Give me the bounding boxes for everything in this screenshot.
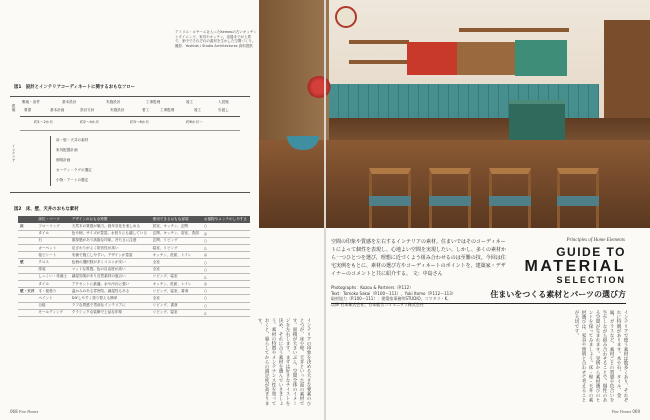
table-cell-feature: 重厚感があり高級な印象。冷たさに注意	[70, 237, 151, 244]
diagram-interior-step: 家具配置計画	[56, 148, 78, 152]
table-cell-feature: 安価で施工しやすい。デザインが豊富	[70, 252, 151, 259]
table-cell-care: △	[202, 309, 250, 316]
table-cell-rooms: キッチン、洗面、トイレ	[151, 252, 202, 259]
table-header-cell	[18, 216, 36, 223]
table-cell-part: しっくい・珪藻土	[36, 273, 69, 280]
table-cell-cat	[18, 245, 36, 252]
table-body	[18, 223, 250, 316]
figure1-title: 図1 設計とインテリアコーディネートに関するおもなフロー	[14, 85, 136, 90]
diagram-branch	[50, 136, 51, 186]
heading-line-2: MATERIAL	[524, 258, 626, 275]
table-header-cell: お掃除やメンテのしやすさ	[202, 216, 250, 223]
diagram-step: 基本計画	[50, 108, 65, 112]
figure1-flow-diagram	[10, 96, 250, 196]
table-cell-feature: ラフな質感で男前なインテリアに	[70, 302, 151, 309]
diagram-step: 工事監理	[160, 108, 175, 112]
right-folio	[612, 409, 640, 414]
table-cell-care: ○	[202, 223, 250, 230]
diagram-step: 設計方針	[80, 108, 95, 112]
diagram-arrow	[20, 116, 240, 117]
table-row	[18, 309, 250, 316]
table-cell-care: ○	[202, 295, 250, 302]
diagram-interior-step: 床・壁・天井の素材	[56, 138, 89, 142]
table-row	[18, 302, 250, 309]
left-folio	[10, 409, 38, 414]
right-body-text: インテリアで使う素材は数多くあり、それぞれに特徴があります。木や石、タイル、金属、ガラスなど、素材ごとの質感や色合いを生かしながら組み合わせることで、個性のある空間が生まれます。実例から素材選びのヒントを探ってみましょう。床・壁・天井の素材選びは、家具や照明と合わせて考えることが大切です。	[574, 310, 628, 402]
diagram-step: 要望	[24, 108, 32, 112]
table-row	[18, 230, 250, 237]
credit-line: Photographs：Kozou & Partners（P.112）	[331, 285, 414, 290]
diagram-step: 実施設計	[110, 108, 125, 112]
table-cell-part: 合板	[36, 302, 69, 309]
table-cell-cat	[18, 266, 36, 273]
table-row	[18, 266, 250, 273]
photo-chair-seat	[369, 196, 411, 206]
photo-flowers	[307, 76, 331, 98]
diagram-interior-step: カーテン・ラグの選定	[56, 168, 92, 172]
diagram-duration: 約3〜6か月	[130, 120, 149, 124]
table-cell-rooms: 居室、キッチン、玄関	[151, 223, 202, 230]
table-cell-part: 塩ビシート	[36, 252, 69, 259]
table-cell-rooms: 全室	[151, 295, 202, 302]
left-page-number: 068	[10, 409, 18, 414]
table-cell-feature: 調湿効果があり自然素材の風合い	[70, 273, 151, 280]
table-row	[18, 245, 250, 252]
diagram-bottom-rule	[10, 192, 250, 193]
photo-shelf	[349, 40, 409, 44]
table-row	[18, 295, 250, 302]
table-cell-cat	[18, 309, 36, 316]
table-cell-rooms: 全室	[151, 259, 202, 266]
photo-shelf	[459, 28, 569, 32]
diagram-duration: 約1〜2か月	[34, 120, 53, 124]
credit-line: Text：Tomoko Sakai（P.100〜111）、Yuki Itomo（P.112〜113）	[331, 290, 456, 296]
table-cell-care: ○	[202, 302, 250, 309]
photo-wall-plate	[335, 6, 357, 28]
credit-line: 取材協力（P.100〜111）：建築家事務所STUDIO、コマタリ・K，	[331, 296, 452, 302]
table-cell-rooms: 全室	[151, 266, 202, 273]
credit-line: 以降 石本株式会社、日本総合コミュニティ株式会社	[331, 301, 424, 307]
diagram-duration: 約2〜4か月	[80, 120, 99, 124]
table-header-cell: 使用できるおもな部屋	[151, 216, 202, 223]
diagram-row-label: インテリア	[12, 144, 16, 162]
table-cell-feature: 色や柄、サイズが豊富。水回りにも適している	[70, 230, 151, 237]
table-cell-feature: マットな質感。色の自由度が高い	[70, 266, 151, 273]
photo-caption	[175, 30, 257, 48]
table-cell-cat	[18, 295, 36, 302]
photo-green-cabinet	[515, 40, 567, 76]
heading-line-1: GUIDE TO	[556, 245, 626, 259]
table-row	[18, 237, 250, 244]
table-cell-feature: 温かみのある雰囲気。調湿性もある	[70, 288, 151, 295]
table-cell-cat	[18, 237, 36, 244]
table-cell-care: ◎	[202, 281, 250, 288]
table-cell-care: ◎	[202, 230, 250, 237]
table-row	[18, 259, 250, 266]
table-cell-feature: 足ざわりがよく防音性が高い	[70, 245, 151, 252]
section-kicker: Principles of Home Elements	[566, 238, 625, 243]
table-cell-feature: DIYしやすく塗り替えも簡単	[70, 295, 151, 302]
table-cell-rooms: 玄関、リビング	[151, 237, 202, 244]
table-row	[18, 252, 250, 259]
diagram-step: 引渡し	[218, 108, 229, 112]
table-cell-care: ○	[202, 266, 250, 273]
table-cell-cat	[18, 252, 36, 259]
table-cell-part: カーペット	[36, 245, 69, 252]
table-cell-part: タイル	[36, 281, 69, 288]
credits-block	[331, 285, 511, 307]
diagram-column-label: 実施設計	[106, 100, 121, 104]
caption-text: アトリエ・ロヤーエ社入ったKemeoの古いキッチンとダイニング。家具やキッチン、食器までが上質で、家中でそれぞれの素材を生かした空間づくり。	[175, 30, 257, 43]
diagram-column-label: 基本設計	[62, 100, 77, 104]
table-cell-cat: 壁・天井	[18, 288, 36, 295]
feature-subtitle: 住まいをつくる素材とパーツの選び方	[490, 290, 626, 299]
table-cell-cat	[18, 230, 36, 237]
table-cell-cat	[18, 302, 36, 309]
table-cell-rooms: リビング、寝室、書斎	[151, 288, 202, 295]
table-cell-care: ○	[202, 237, 250, 244]
photo-shelf	[349, 60, 409, 64]
table-cell-care: △	[202, 245, 250, 252]
photo-red-cabinet	[407, 42, 457, 75]
table-cell-cat	[18, 281, 36, 288]
diagram-column-label: 工事監理	[146, 100, 161, 104]
table-cell-care: ◎	[202, 252, 250, 259]
table-cell-rooms: リビング、寝室	[151, 273, 202, 280]
table-cell-rooms: 寝室、リビング	[151, 245, 202, 252]
lead-text: 空間の印象や質感を左右するインテリアの素材。住まいではそのコーディネートによって個性を表現し、心地よい空間を実現したい。しかし、多くの素材から一つひとつを選び、理想に近づくよう組み合わせるのは至難の技。今回は住宅実例をもとに、素材の選び方やコーディネートのポイントを、建築家・デザイナーのコメントと共に紹介する。	[331, 239, 507, 277]
diagram-step: 竣工	[194, 108, 202, 112]
table-cell-care: ○	[202, 288, 250, 295]
table-cell-part: 石	[36, 237, 69, 244]
diagram-divider	[20, 130, 240, 131]
table-cell-care: ○	[202, 259, 250, 266]
photo-chair-seat	[429, 196, 471, 206]
diagram-top-rule	[10, 96, 250, 97]
table-cell-part: 木・板張り	[36, 288, 69, 295]
right-magazine-name: Fine Homes	[611, 409, 632, 414]
diagram-row-label: 建築	[12, 104, 16, 112]
kitchen-photo	[259, 0, 650, 228]
table-row	[18, 223, 250, 230]
table-cell-cat: 床	[18, 223, 36, 230]
table-cell-care: △	[202, 273, 250, 280]
table-cell-feature: アクセントに最適。水や汚れに強い	[70, 281, 151, 288]
table-cell-feature: クラシックな装飾で上品な印象	[70, 309, 151, 316]
table-cell-rooms: リビング、寝室	[151, 309, 202, 316]
photo-chair-seat	[557, 196, 599, 206]
left-body-text: インテリアの印象を決める大きな要素のひとつが、床や壁、天井といった面の素材です。面積が大きいぶん、空間全体のイメージを左右します。まずは好きなテイストを決め、それに合う素材を選んでいきましょう。素材の特徴やメンテナンス性を知っておくと、暮らしてからの満足度が高まります。	[257, 318, 311, 406]
diagram-duration: 約6か月〜	[186, 120, 203, 124]
feature-heading	[525, 246, 626, 286]
figure2-title: 図2 床、壁、天井のおもな素材	[14, 207, 79, 212]
table-row	[18, 273, 250, 280]
table-cell-part: タイル	[36, 230, 69, 237]
photo-wood-cabinet	[457, 42, 515, 75]
diagram-interior-step: 小物・アートの選定	[56, 178, 89, 182]
diagram-interior-step: 照明計画	[56, 158, 71, 162]
table-cell-part: 塗装	[36, 266, 69, 273]
table-cell-part: モールディング	[36, 309, 69, 316]
photo-chair-seat	[489, 196, 531, 206]
lead-credit: 文：中島さん	[412, 271, 443, 277]
section-rule	[331, 303, 626, 304]
table-header-row	[18, 216, 250, 223]
materials-table	[18, 216, 250, 317]
table-row	[18, 281, 250, 288]
table-row	[18, 288, 250, 295]
table-cell-rooms: リビング、書斎	[151, 302, 202, 309]
table-cell-rooms: 玄関、キッチン、浴室、洗面	[151, 230, 202, 237]
left-magazine-name: Fine Homes	[18, 409, 39, 414]
table-header-cell: デザインのおもな特徴	[70, 216, 151, 223]
diagram-step: 着工	[142, 108, 150, 112]
heading-line-3: SELECTION	[556, 275, 626, 285]
diagram-column-label: 入居後	[218, 100, 229, 104]
table-cell-rooms: キッチン、洗面、トイレ	[151, 281, 202, 288]
table-cell-feature: 色柄の選択肢が多くコストが安い	[70, 259, 151, 266]
table-header-cell: 部位・パーツ	[36, 216, 69, 223]
table-cell-cat: 壁	[18, 259, 36, 266]
table-cell-part: クロス	[36, 259, 69, 266]
table-cell-part: ペイント	[36, 295, 69, 302]
table-cell-cat	[18, 273, 36, 280]
page-gutter	[324, 0, 326, 420]
table-cell-part: フローリング	[36, 223, 69, 230]
lead-paragraph	[331, 238, 506, 278]
caption-credit: 撮影：Yoshida / Studio Architectures 資料提供	[175, 43, 253, 48]
diagram-column-label: 竣工	[186, 100, 194, 104]
diagram-column-label: 敷地・条件	[22, 100, 40, 104]
table-cell-feature: 天然木の質感が魅力。経年変化を楽しめる	[70, 223, 151, 230]
right-page-number: 069	[632, 409, 640, 414]
